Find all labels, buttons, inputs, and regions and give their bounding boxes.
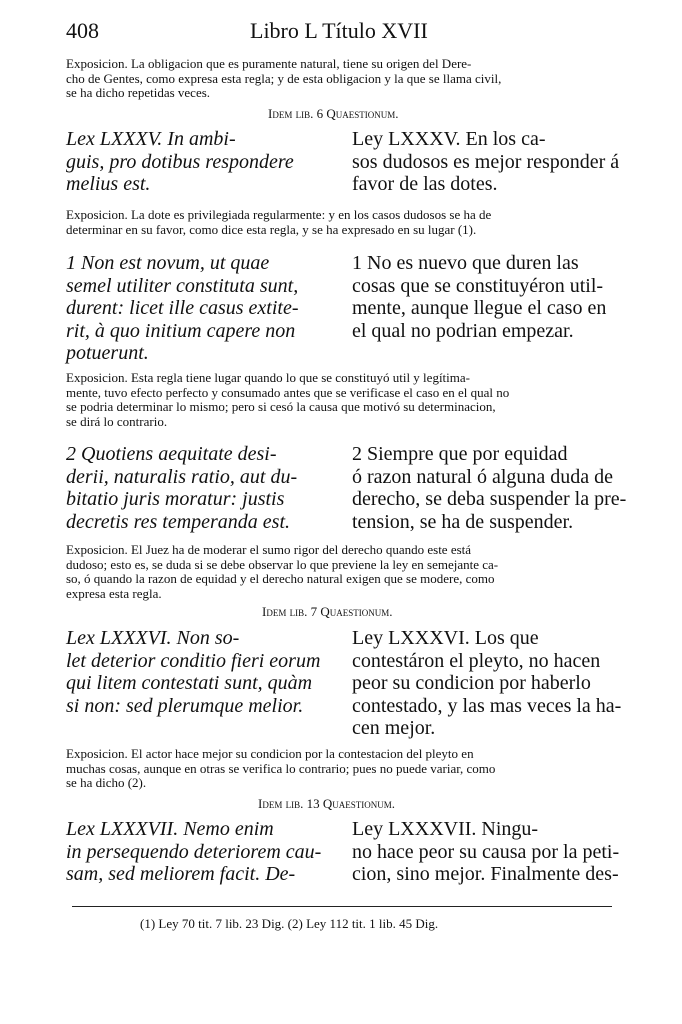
expo-line: dudoso; esto es, se duda si se debe observar lo que previene la ley en semejante ca-	[66, 556, 499, 572]
latin-line: potuerunt.	[66, 342, 149, 364]
spanish-line: mente, aunque llegue el caso en	[352, 297, 607, 319]
expo-line: Exposicion. La obligacion que es puramente natural, tiene su origen del Dere-	[66, 56, 472, 71]
latin-line: derii, naturalis ratio, aut du-	[66, 465, 298, 488]
idem-citation: Idem lib. 6 Quaestionum.	[268, 106, 399, 121]
latin-line: Lex LXXXVI. Non so-	[66, 627, 240, 649]
spanish-line: derecho, se deba suspender la pre-	[352, 488, 627, 510]
expo-line: se podria determinar lo mismo; pero si cesó la causa que motivó su determinacion,	[66, 399, 496, 414]
spanish-line: contestado, y las mas veces la ha-	[352, 694, 622, 717]
latin-line: Lex LXXXV. In ambi-	[66, 128, 236, 150]
exposicion-1	[66, 57, 501, 101]
spanish-line: 1 No es nuevo que duren las	[352, 252, 579, 274]
spanish-line: 2 Siempre que por equidad	[352, 443, 568, 465]
spanish-column	[352, 128, 619, 196]
latin-line: let deterior conditio fieri eorum	[66, 649, 321, 672]
expo-line: mente, tuvo efecto perfecto y consumado antes que se verificase el caso en el qual no	[66, 384, 510, 400]
footnote-rule	[72, 906, 612, 907]
latin-line: bitatio juris moratur: justis	[66, 488, 285, 510]
latin-line: in persequendo deteriorem cau-	[66, 840, 322, 863]
latin-line: durent: licet ille casus extite-	[66, 297, 299, 319]
expo-line: muchas cosas, aunque en otras se verifica lo contrario; pues no puede variar, como	[66, 760, 496, 776]
idem-citation: Idem lib. 7 Quaestionum.	[262, 604, 393, 619]
expo-line: determinar en su favor, como dice esta regla, y se ha expresado en su lugar (1).	[66, 221, 477, 237]
spanish-line: Ley LXXXVII. Ningu-	[352, 818, 539, 840]
latin-line: si non: sed plerumque melior.	[66, 694, 304, 717]
footnotes: (1) Ley 70 tit. 7 lib. 23 Dig. (2) Ley 112 tit. 1 lib. 45 Dig.	[140, 916, 439, 931]
latin-line: Lex LXXXVII. Nemo enim	[66, 818, 274, 840]
spanish-line: peor su condicion por haberlo	[352, 672, 591, 694]
expo-line: se ha dicho (2).	[66, 775, 147, 790]
latin-column	[66, 627, 320, 717]
spanish-line: cosas que se constituyéron util-	[352, 274, 604, 297]
latin-line: decretis res temperanda est.	[66, 510, 291, 533]
latin-line: sam, sed meliorem facit. De-	[66, 863, 296, 885]
spanish-line: contestáron el pleyto, no hacen	[352, 649, 601, 672]
spanish-column	[352, 627, 621, 740]
latin-line: melius est.	[66, 173, 151, 195]
spanish-line: el qual no podrian empezar.	[352, 319, 574, 342]
latin-line: qui litem contestati sunt, quàm	[66, 672, 313, 694]
latin-column	[66, 128, 294, 196]
expo-line: se ha dicho repetidas veces.	[66, 85, 211, 100]
spanish-column	[352, 443, 626, 533]
latin-line: guis, pro dotibus respondere	[66, 150, 294, 173]
expo-line: Exposicion. La dote es privilegiada regularmente: y en los casos dudosos se ha de	[66, 207, 492, 222]
expo-line: se dirá lo contrario.	[66, 413, 168, 429]
spanish-line: favor de las dotes.	[352, 173, 498, 195]
expo-line: Exposicion. Esta regla tiene lugar quando lo que se constituyó util y legítima-	[66, 370, 470, 385]
latin-line: rit, à quo initium capere non	[66, 319, 296, 342]
spanish-line: Ley LXXXVI. Los que	[352, 627, 539, 649]
latin-column	[66, 252, 299, 365]
spanish-line: ó razon natural ó alguna duda de	[352, 465, 614, 488]
spanish-column	[352, 818, 619, 886]
latin-column	[66, 443, 297, 533]
running-head: Libro L Título XVII	[250, 18, 428, 43]
spanish-line: cen mejor.	[352, 717, 436, 739]
exposicion-5	[66, 747, 495, 791]
spanish-line: sos dudosos es mejor responder á	[352, 150, 620, 173]
exposicion-3	[66, 371, 509, 429]
latin-line: 1 Non est novum, ut quae	[66, 252, 270, 274]
exposicion-4	[66, 543, 498, 601]
spanish-column	[352, 252, 606, 342]
expo-line: Exposicion. El Juez ha de moderar el sumo rigor del derecho quando este está	[66, 542, 472, 557]
spanish-line: no hace peor su causa por la peti-	[352, 840, 620, 863]
spanish-line: cion, sino mejor. Finalmente des-	[352, 863, 619, 885]
expo-line: expresa esta regla.	[66, 585, 162, 601]
spanish-line: tension, se ha de suspender.	[352, 510, 574, 533]
exposicion-2	[66, 208, 491, 237]
expo-line: cho de Gentes, como expresa esta regla; y de esta obligacion y la que se llama civil,	[66, 70, 502, 86]
spanish-line: Ley LXXXV. En los ca-	[352, 128, 546, 150]
expo-line: so, ó quando la razon de equidad y el derecho natural exigen que se modere, como	[66, 571, 495, 586]
latin-line: semel utiliter constituta sunt,	[66, 274, 299, 297]
latin-line: 2 Quotiens aequitate desi-	[66, 443, 277, 465]
page-number: 408	[66, 18, 99, 43]
latin-column	[66, 818, 321, 886]
idem-citation: Idem lib. 13 Quaestionum.	[258, 796, 395, 811]
expo-line: Exposicion. El actor hace mejor su condicion por la contestacion del pleyto en	[66, 746, 474, 761]
